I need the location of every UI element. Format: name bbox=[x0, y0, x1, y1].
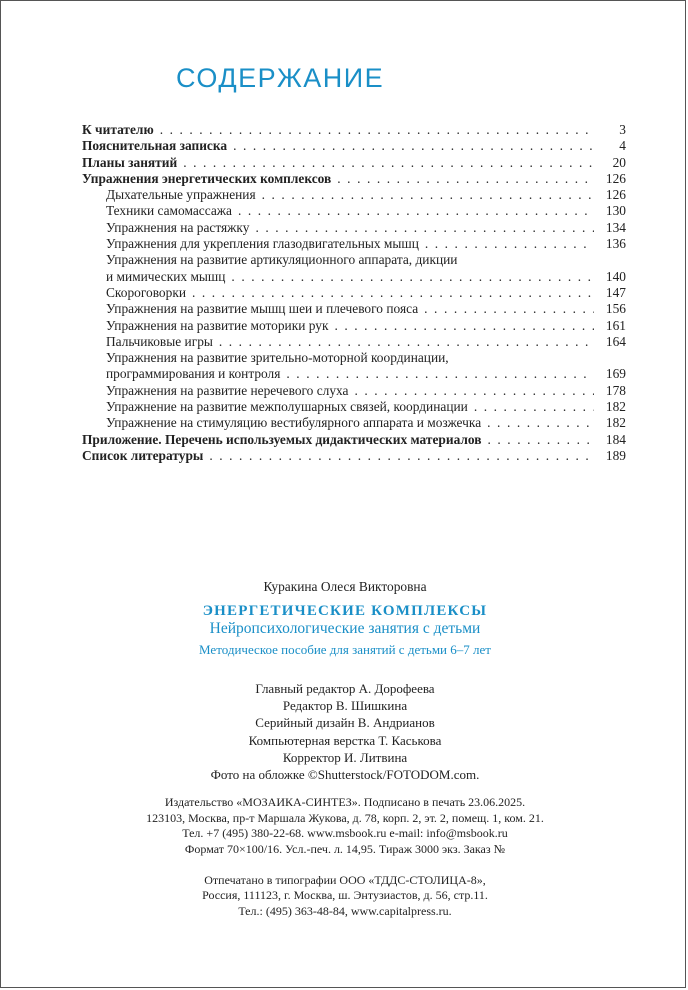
credit-line: Корректор И. Литвина bbox=[282, 749, 408, 765]
toc-entry-page: 164 bbox=[605, 333, 626, 349]
credit-line: Главный редактор А. Дорофеева bbox=[255, 681, 435, 696]
publisher-line: Формат 70×100/16. Усл.-печ. л. 14,95. Тираж 3000 экз. Заказ № bbox=[184, 842, 506, 856]
printer-info bbox=[1, 873, 688, 920]
toc-leader-dots bbox=[233, 138, 594, 154]
toc-subentry bbox=[82, 383, 626, 399]
toc-entry-label: Упражнения на развитие моторики рук bbox=[106, 317, 329, 333]
toc-entry-label-line1: Упражнения на развитие зрительно-моторной координации, bbox=[106, 350, 449, 366]
toc-entry-label: Планы занятий bbox=[82, 154, 178, 170]
toc-subentry bbox=[82, 415, 626, 431]
toc-subentry bbox=[82, 285, 626, 301]
toc-leader-dots bbox=[286, 366, 594, 382]
toc-entry-page: 189 bbox=[605, 447, 626, 463]
toc-leader-dots bbox=[192, 285, 594, 301]
toc-entry-label: Скороговорки bbox=[106, 284, 186, 300]
toc-entry bbox=[82, 448, 626, 464]
toc-entry bbox=[82, 122, 626, 138]
author-name: Куракина Олеся Викторовна bbox=[263, 579, 427, 594]
toc-entry-label: Упражнения на развитие мышц шеи и плечевого пояса bbox=[106, 301, 419, 317]
toc-entry-label: и мимических мышц bbox=[106, 268, 226, 284]
toc-entry-page: 182 bbox=[605, 399, 626, 415]
table-of-contents bbox=[82, 122, 626, 464]
book-description: Методическое пособие для занятий с детьми 6–7 лет bbox=[199, 642, 491, 657]
toc-subentry bbox=[82, 301, 626, 317]
toc-entry-page: 126 bbox=[605, 187, 626, 203]
toc-entry-label: программирования и контроля bbox=[106, 366, 281, 382]
toc-entry-page: 20 bbox=[612, 154, 626, 170]
toc-leader-dots bbox=[209, 448, 594, 464]
credit-line: Фото на обложке ©Shutterstock/FOTODOM.com. bbox=[210, 767, 480, 783]
toc-leader-dots bbox=[255, 220, 594, 236]
toc-entry bbox=[82, 138, 626, 154]
imprint-block bbox=[1, 579, 688, 919]
toc-subentry bbox=[82, 318, 626, 334]
toc-entry-page: 178 bbox=[605, 382, 626, 398]
toc-entry-label: Упражнения на растяжку bbox=[106, 219, 250, 235]
publisher-line: 123103, Москва, пр-т Маршала Жукова, д. 78, корп. 2, эт. 2, помещ. 1, ком. 21. bbox=[146, 810, 544, 825]
toc-leader-dots bbox=[488, 432, 594, 448]
toc-entry-page: 136 bbox=[605, 236, 626, 252]
credit-line: Компьютерная верстка Т. Каськова bbox=[248, 732, 442, 748]
toc-leader-dots bbox=[337, 171, 594, 187]
toc-leader-dots bbox=[425, 236, 594, 252]
toc-subentry bbox=[82, 220, 626, 236]
toc-entry-page: 182 bbox=[605, 415, 626, 431]
toc-entry-label: Техники самомассажа bbox=[106, 203, 232, 219]
toc-entry-label: Упражнение на развитие межполушарных связей, координации bbox=[106, 399, 468, 415]
toc-entry-label: Упражнения на развитие неречевого слуха bbox=[106, 382, 349, 398]
toc-leader-dots bbox=[231, 269, 594, 285]
toc-entry-page: 130 bbox=[605, 203, 626, 219]
credits bbox=[1, 680, 688, 783]
toc-entry-page: 184 bbox=[605, 431, 626, 447]
toc-entry-page: 3 bbox=[619, 122, 626, 137]
toc-subentry bbox=[82, 399, 626, 415]
toc-entry bbox=[82, 155, 626, 171]
toc-leader-dots bbox=[183, 155, 594, 171]
toc-subentry bbox=[82, 366, 626, 382]
toc-leader-dots bbox=[355, 383, 595, 399]
credit-line: Серийный дизайн В. Андрианов bbox=[255, 715, 435, 731]
toc-entry-page: 161 bbox=[605, 317, 626, 333]
toc-entry-label: Дыхательные упражнения bbox=[106, 187, 256, 203]
toc-entry-label: Упражнение на стимуляцию вестибулярного аппарата и мозжечка bbox=[106, 415, 482, 431]
toc-entry-label: К читателю bbox=[82, 122, 154, 137]
toc-subentry bbox=[82, 334, 626, 350]
toc-entry-label-line1: Упражнения на развитие артикуляционного аппарата, дикции bbox=[106, 252, 458, 268]
book-subtitle: Нейропсихологические занятия с детьми bbox=[209, 620, 481, 637]
toc-leader-dots bbox=[219, 334, 594, 350]
toc-entry-label: Пояснительная записка bbox=[82, 138, 228, 154]
toc-subentry bbox=[82, 187, 626, 203]
toc-subentry bbox=[82, 203, 626, 219]
credit-line: Редактор В. Шишкина bbox=[282, 698, 408, 714]
toc-entry-label: Приложение. Перечень используемых дидактических материалов bbox=[82, 431, 482, 447]
printer-line: Тел.: (495) 363-48-84, www.capitalpress.ru. bbox=[238, 903, 452, 918]
toc-entry-label: Упражнения для укрепления глазодвигательных мышц bbox=[106, 236, 419, 252]
toc-leader-dots bbox=[262, 187, 594, 203]
toc-entry-page: 169 bbox=[605, 366, 626, 382]
toc-entry-page: 4 bbox=[619, 138, 626, 154]
toc-entry bbox=[82, 171, 626, 187]
book-title: ЭНЕРГЕТИЧЕСКИЕ КОМПЛЕКСЫ bbox=[202, 603, 488, 619]
publisher-line: Тел. +7 (495) 380-22-68. www.msbook.ru e-mail: info@msbook.ru bbox=[182, 826, 508, 841]
toc-entry-page: 134 bbox=[605, 219, 626, 235]
toc-entry-label: Упражнения энергетических комплексов bbox=[82, 170, 332, 186]
printer-line: Россия, 111123, г. Москва, ш. Энтузиастов, д. 56, стр.11. bbox=[202, 888, 488, 903]
toc-entry bbox=[82, 432, 626, 448]
toc-leader-dots bbox=[160, 122, 594, 138]
toc-subentry bbox=[82, 269, 626, 285]
toc-leader-dots bbox=[238, 203, 594, 219]
publisher-info bbox=[1, 795, 688, 857]
toc-subentry bbox=[82, 236, 626, 252]
toc-entry-page: 147 bbox=[605, 284, 626, 300]
toc-leader-dots bbox=[474, 399, 594, 415]
toc-leader-dots bbox=[424, 301, 594, 317]
printer-line: Отпечатано в типографии ООО «ТДДС-СТОЛИЦА-8», bbox=[204, 872, 486, 887]
toc-heading: СОДЕРЖАНИЕ bbox=[176, 63, 385, 93]
toc-entry-page: 140 bbox=[605, 268, 626, 284]
toc-entry-label: Пальчиковые игры bbox=[106, 333, 213, 349]
toc-entry-page: 156 bbox=[605, 301, 626, 317]
publisher-line: Издательство «МОЗАИКА-СИНТЕЗ». Подписано в печать 23.06.2025. bbox=[164, 795, 526, 810]
toc-entry-label: Список литературы bbox=[82, 447, 204, 463]
toc-leader-dots bbox=[487, 415, 594, 431]
toc-entry-page: 126 bbox=[605, 170, 626, 186]
toc-leader-dots bbox=[334, 318, 594, 334]
